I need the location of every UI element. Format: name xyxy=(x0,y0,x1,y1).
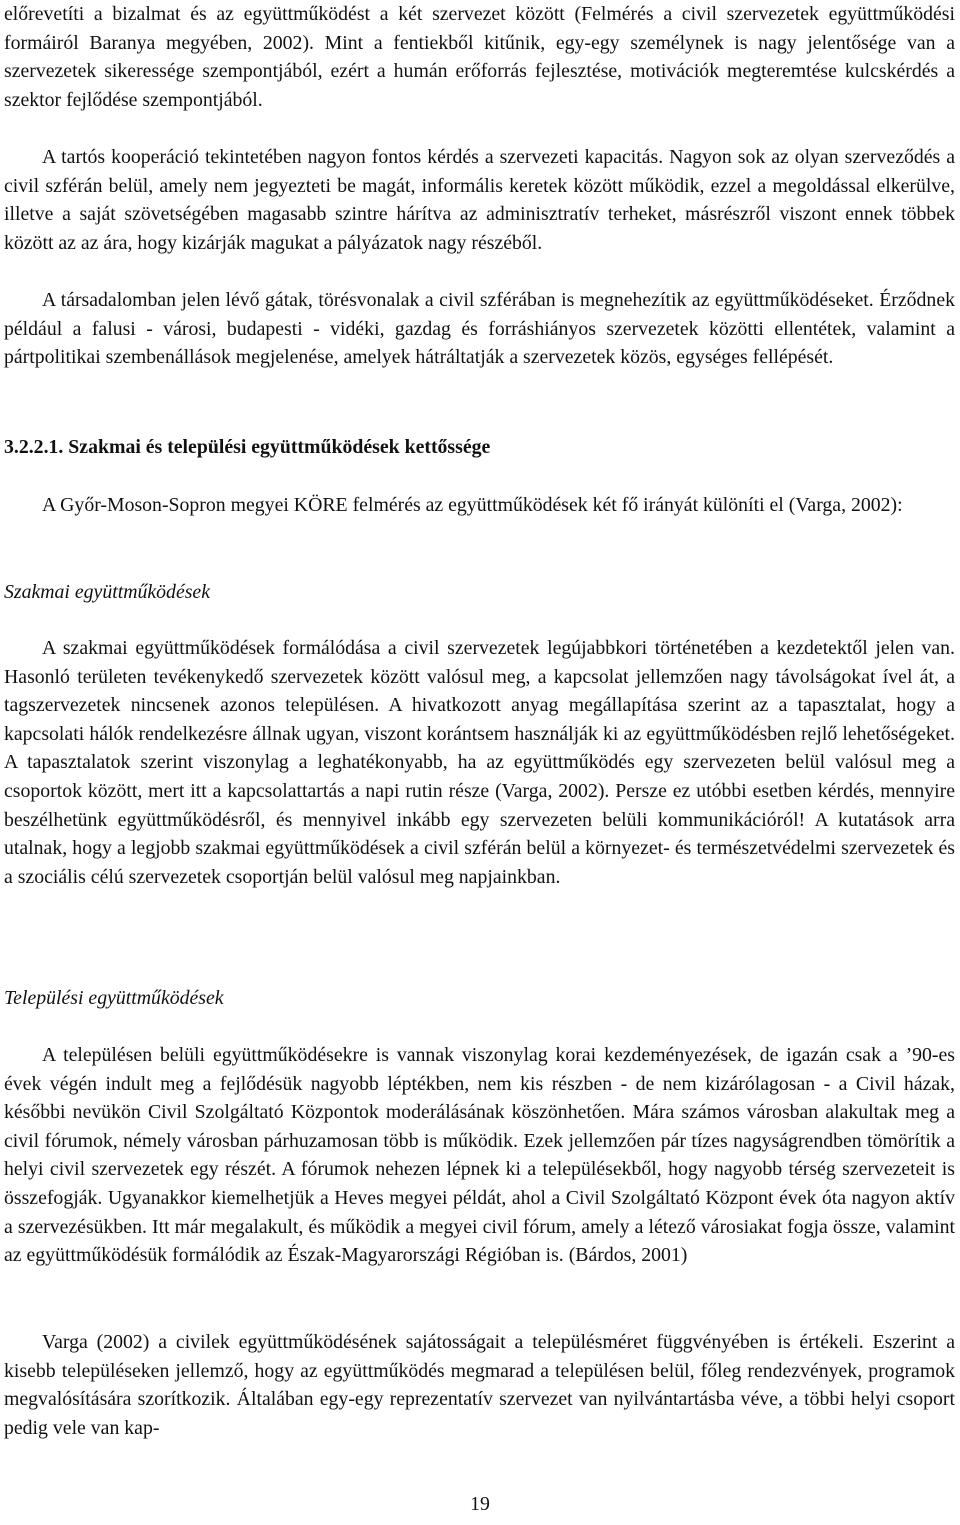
paragraph-intro: előrevetíti a bizalmat és az együttműködést a két szervezet között (Felmérés a civil szervezetek együttműködési formáiról Baranya megyében, 2002). Mint a fentiekből kitűnik, egy-egy személynek is nagy jelentősége van a szervezetek sikeressége szempontjából, ezért a humán erőforrás fejlesztése, motivációk megteremtése kulcskérdés a szektor fejlődése szempontjából. xyxy=(4,3,955,111)
subheading-professional: Szakmai együttműködések xyxy=(4,581,210,603)
paragraph-capacity: A tartós kooperáció tekintetében nagyon fontos kérdés a szervezeti kapacitás. Nagyon sok az olyan szerveződés a civil szférán belül, amely nem jegyezteti be magát, informális keretek között működik, ezzel a megoldással elkerülve, illetve a saját szövetségében magasabb szintre hárítva az adminisztratív terheket, másrészről viszont ennek többek között az az ára, hogy kizárják magukat a pályázatok nagy részéből. xyxy=(4,146,955,254)
section-heading: 3.2.2.1. Szakmai és települési együttműködések kettőssége xyxy=(4,436,491,458)
subheading-settlement: Települési együttműködések xyxy=(4,987,224,1009)
paragraph-professional-cooperation: A szakmai együttműködések formálódása a civil szervezetek legújabbkori történetében a kezdetektől jelen van. Hasonló területen tevékenykedő szervezetek között valósul meg, a kapcsolat jellemzően nagy távolságokat ível át, a tagszervezetek nincsenek azonos településen. A hivatkozott anyag megállapítása szerint az a tapasztalat, hogy a kapcsolati hálók rendelkezésre állnak ugyan, viszont korántsem használják ki az együttműködésben rejlő lehetőségeket. A tapasztalatok szerint viszonylag a leghatékonyabb, ha az együttműködés egy szervezeten belül valósul meg a csoportok között, mert itt a kapcsolattartás a napi rutin része (Varga, 2002). Persze ez utóbbi esetben kérdés, mennyire beszélhetünk együttműködésről, és mennyivel inkább egy szervezeten belüli kommunikációról! A kutatások arra utalnak, hogy a legjobb szakmai együttműködések a civil szférán belül a környezet- és természetvédelmi szervezetek és a szociális célú szervezetek csoportján belül valósul meg napjainkban. xyxy=(4,637,955,888)
paragraph-settlement-size: Varga (2002) a civilek együttműködésének sajátosságait a településméret függvényében is értékeli. Eszerint a kisebb településeken jellemző, hogy az együttműködés megmarad a településen belül, főleg rendezvények, programok megvalósítására szorítkozik. Általában egy-egy reprezentatív szervezet van nyilvántartásba véve, a többi helyi csoport pedig vele van kap- xyxy=(4,1331,955,1439)
paragraph-settlement-cooperation: A településen belüli együttműködésekre is vannak viszonylag korai kezdeményezések, de igazán csak a ’90-es évek végén indult meg a fejlődésük nagyobb léptékben, nem kis részben - de nem kizárólagosan - a Civil házak, későbbi nevükön Civil Szolgáltató Központok moderálásának köszönhetően. Mára számos városban alakultak meg a civil fórumok, némely városban párhuzamosan több is működik. Ezek jellemzően pár tízes nagyságrendben tömörítik a helyi civil szervezetek egy részét. A fórumok nehezen lépnek ki a településekből, hogy nagyobb térség szervezeteit is összefogják. Ugyanakkor kiemelhetjük a Heves megyei példát, ahol a Civil Szolgáltató Központ évek óta nagyon aktív a szervezésükben. Itt már megalakult, és működik a megyei civil fórum, amely a létező városiakat fogja össze, valamint az együttműködésük formálódik az Észak-Magyarországi Régióban is. (Bárdos, 2001) xyxy=(4,1044,955,1267)
paragraph-kore-survey: A Győr-Moson-Sopron megyei KÖRE felmérés az együttműködések két fő irányát különíti el (Varga, 2002): xyxy=(42,494,903,516)
page-number: 19 xyxy=(470,1493,490,1515)
paragraph-barriers: A társadalomban jelen lévő gátak, törésvonalak a civil szférában is megnehezítik az együttműködéseket. Érződnek például a falusi - városi, budapesti - vidéki, gazdag és forráshiányos szervezetek közötti ellentétek, valamint a pártpolitikai szembenállások megjelenése, amelyek hátráltatják a szervezetek közös, egységes fellépését. xyxy=(4,289,955,369)
